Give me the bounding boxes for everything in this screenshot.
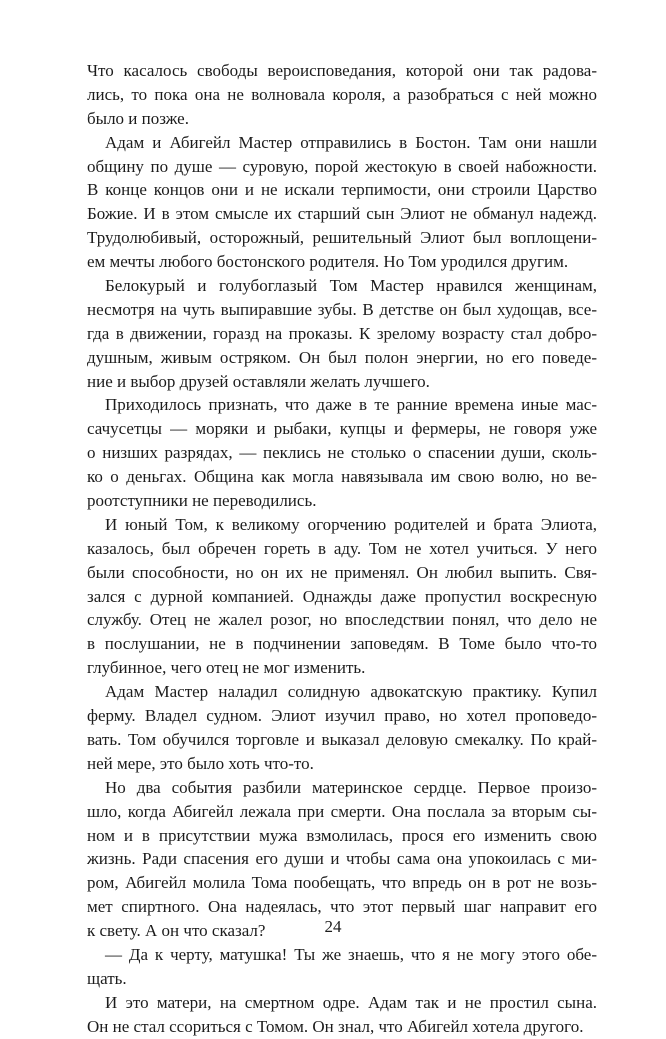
text-line: Трудолюбивый, осторожный, решительный Элиот был воплощени- <box>87 228 597 248</box>
text-line: — Да к черту, матушка! Ты же знаешь, что я не могу этого обе- <box>105 944 597 964</box>
text-line: ней мере, это было хоть что-то. <box>87 753 314 773</box>
text-line: щать. <box>87 968 127 988</box>
text-line: ем мечты любого бостонского родителя. Но Том уродился другим. <box>87 252 569 272</box>
text-line: ном и в присутствии мужа взмолилась, прося его изменить свою <box>87 825 597 845</box>
text-line: в послушании, не в подчинении заповедям. В Томе было что-то <box>87 634 597 654</box>
text-line: И это матери, на смертном одре. Адам так и не простил сына. <box>105 992 597 1012</box>
text-line: душным, живым остряком. Он был полон энергии, но его поведе- <box>87 347 597 367</box>
paragraph <box>87 943 597 991</box>
paragraph <box>87 274 597 393</box>
text-line: общину по душе — суровую, порой жестокую в своей набожности. <box>87 156 597 176</box>
text-line: Приходилось признать, что даже в те ранние времена иные мас- <box>105 395 597 415</box>
paragraph <box>87 59 597 131</box>
text-line: ко о деньгах. Община как могла навязывала им свою волю, но ве- <box>87 467 597 487</box>
text-line: вать. Том обучился торговле и выказал деловую смекалку. По край- <box>87 729 597 749</box>
text-line: о низших разрядах, — пеклись не столько о спасении души, сколь- <box>87 443 597 463</box>
text-line: Белокурый и голубоглазый Том Мастер нравился женщинам, <box>105 276 597 296</box>
text-line: роотступники не переводились. <box>87 491 317 511</box>
page-body <box>87 59 597 1039</box>
page-number: 24 <box>324 917 342 936</box>
text-line: казалось, был обречен гореть в аду. Том не хотел учиться. У него <box>87 538 597 558</box>
paragraph <box>87 513 597 680</box>
paragraph <box>87 680 597 776</box>
text-line: В конце концов они и не искали терпимости, они строили Царство <box>87 180 597 200</box>
paragraph <box>87 991 597 1039</box>
text-line: к свету. А он что сказал? <box>87 921 266 941</box>
text-line: Адам Мастер наладил солидную адвокатскую практику. Купил <box>105 682 597 702</box>
text-line: несмотря на чуть выпиравшие зубы. В детстве он был худощав, все- <box>87 299 597 319</box>
text-line: И юный Том, к великому огорчению родителей и брата Элиота, <box>105 514 597 534</box>
text-line: ние и выбор друзей оставляли желать лучшего. <box>87 371 430 391</box>
text-line: Что касалось свободы вероисповедания, которой они так радова- <box>87 61 597 80</box>
text-line: сачусетцы — моряки и рыбаки, купцы и фермеры, не говоря уже <box>87 419 597 439</box>
text-line: Адам и Абигейл Мастер отправились в Бостон. Там они нашли <box>105 132 597 152</box>
text-line: жизнь. Ради спасения его души и чтобы сама она упокоилась с ми- <box>87 849 597 869</box>
paragraph <box>87 131 597 274</box>
text-line: службу. Отец не жалел розог, но впоследствии понял, что дело не <box>87 610 597 630</box>
paragraph <box>87 393 597 512</box>
text-line: были способности, но он их не применял. Он любил выпить. Свя- <box>87 562 597 582</box>
text-line: лись, то пока она не волновала короля, а разобраться с ней можно <box>87 84 597 104</box>
text-line: ром, Абигейл молила Тома пообещать, что впредь он в рот не возь- <box>87 873 597 893</box>
text-line: глубинное, чего отец не мог изменить. <box>87 658 366 678</box>
text-line: гда в движении, горазд на проказы. К зрелому возрасту стал добро- <box>87 323 597 343</box>
text-line: Божие. И в этом смысле их старший сын Элиот не обманул надежд. <box>87 204 597 224</box>
text-line: шло, когда Абигейл лежала при смерти. Она послала за вторым сы- <box>87 801 597 821</box>
text-line: было и позже. <box>87 108 189 128</box>
text-line: зался с дурной компанией. Однажды даже пропустил воскресную <box>87 586 597 606</box>
text-line: Он не стал ссориться с Томом. Он знал, что Абигейл хотела другого. <box>87 1016 584 1036</box>
text-line: мет спиртного. Она надеялась, что этот первый шаг направит его <box>87 897 597 917</box>
text-line: Но два события разбили материнское сердце. Первое произо- <box>105 777 597 797</box>
text-line: ферму. Владел судном. Элиот изучил право, но хотел проповедо- <box>87 706 597 726</box>
